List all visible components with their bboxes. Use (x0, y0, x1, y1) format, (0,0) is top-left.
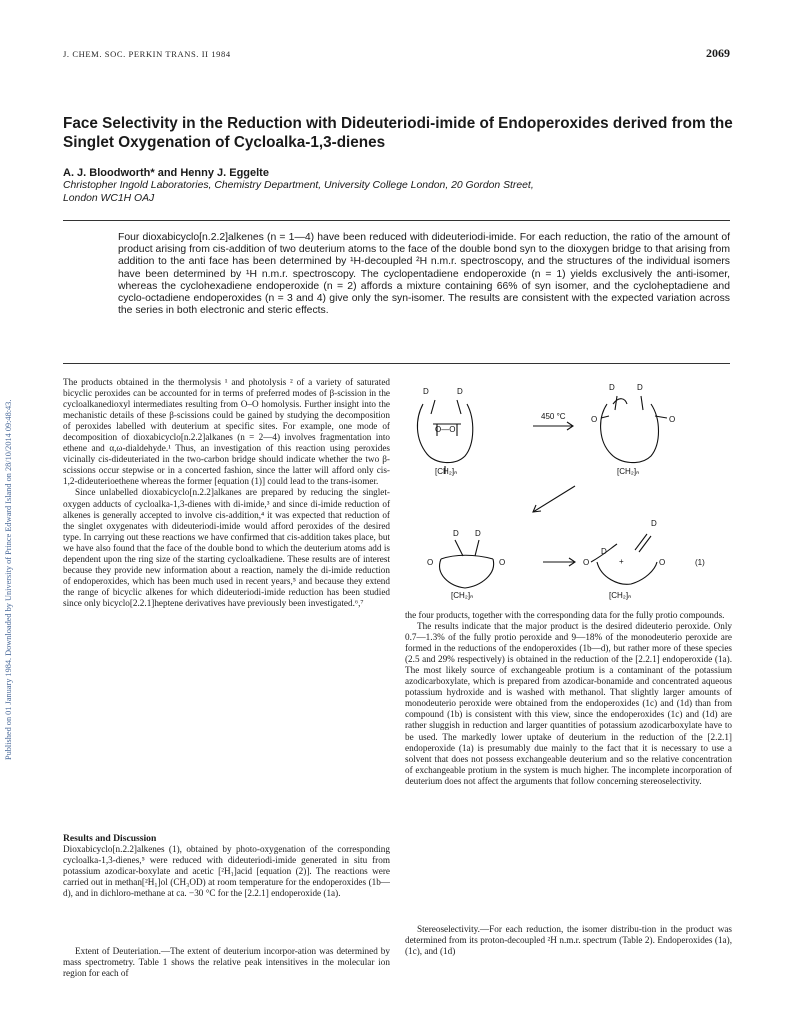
affiliation (63, 180, 703, 205)
product-d-top: D (651, 519, 657, 528)
ring2-outline (601, 404, 659, 463)
ring1-d-bonds (431, 400, 461, 414)
right-column-results (405, 610, 732, 787)
ring2-d-left: D (609, 383, 615, 392)
ring3-o-right: O (499, 558, 506, 567)
results-paragraph: Dioxabicyclo[n.2.2]alkenes (1), obtained by photo-oxygenation of the corresponding cycloalka-1,3-dienes,⁵ were reduced with dideuteriodi-imide generated in situ from potassium azodicar-boxylate and acetic [²H₁]acid [equation (2)]. The reactions were carried out in methan[²H₁]ol (CH₃OD) at room temperature for the endoperoxides (1b—d), and in dichloro-methane at ca. −30 °C for the [2.2.1] endoperoxide (1a). (63, 844, 390, 899)
intro-paragraph-2: Since unlabelled dioxabicyclo[n.2.2]alkanes are prepared by reducing the singlet-oxygen adducts of cycloalka-1,3-dienes with di-imide,³ and since di-imide reduction of alkenes is generally accepted to involve cis-addition,⁴ it was expected that reduction of the singlet oxygenates with dideuteriodi-imide would afford peroxides of the desired type. In carrying out these reactions we have confirmed that cis-addition takes place, but we have also found that the face of the double bond to which the deuterium atoms add is dependent upon the ring size of the starting cycloalkadiene. These results are of interest because they provide new information about a reaction, namely the di-imide reduction of endoperoxides, which has been much used in recent years,⁵ and because they extend the range of bicyclic alkenes for which dideuteriodi-imide reduction has been studied since only bicyclo[2.2.1]heptene derivatives have previously been investigated.⁶,⁷ (63, 487, 390, 608)
divider-bottom (63, 363, 730, 364)
ring3-bottom (440, 559, 494, 588)
ring2-ch2n-label: [CH₂]ₙ (617, 467, 640, 476)
download-notice: Published on 01 January 1984. Downloaded by University of Prince Edward Island on 28/10/2014 09:48:43. (4, 399, 13, 760)
plus-sign: + (619, 557, 624, 566)
dialdehyde-chain (597, 562, 657, 584)
article-title: Face Selectivity in the Reduction with Dideuteriodi-imide of Endoperoxides derived from the Singlet Oxygenation of Cycloalka-1,3-dienes (63, 115, 733, 151)
equation-1-scheme (405, 374, 735, 614)
product-ch2n-label: [CH₂]ₙ (609, 591, 632, 600)
left-column-extent (63, 946, 390, 979)
ring1-ch2n-label: [CH₂]ₙ (435, 467, 458, 476)
ring3-top (441, 555, 493, 559)
ring3-o-left: O (427, 558, 434, 567)
product-d-left: D (601, 547, 607, 556)
ring3-d-left: D (453, 529, 459, 538)
right-paragraph-1: the four products, together with the corresponding data for the fully protio compounds. (405, 610, 725, 620)
left-column-intro (63, 377, 390, 609)
ring3-d-right: D (475, 529, 481, 538)
ring1-d-left: D (423, 387, 429, 396)
ring2-scission-curve (613, 399, 627, 404)
divider-top (63, 220, 730, 221)
authors: A. J. Bloodworth* and Henny J. Eggelte (63, 167, 269, 179)
left-column-results (63, 833, 390, 899)
right-paragraph-2: The results indicate that the major product is the desired dideuterio peroxide. Only 0.7—1.3% of the fully protio peroxide and 9—18% of the monodeuterio peroxide are formed in the reductions of the endoperoxides (1b—d), but rather more of these species (2.5 and 29% respectively) is obtained in the reduction of the [2.2.1] endoperoxide (1a). The most likely source of exchangeable protium is a contaminant of the potassium azodicarboxylate, which is prepared from azodicar-bonamide and concentrated aqueous potassium hydroxide and is washed with methanol. That slightly larger amounts of monodeuterio peroxide were obtained from the endoperoxides (1c) and (1d) than from compound (1b) is consistent with this view, since the endoperoxides (1c) and (1d) are rather sluggish in reduction and larger quantities of potassium azodicarboxylate have to be used. The markedly lower uptake of deuterium in the reduction of the [2.2.1] endoperoxide (1a) is presumably due mainly to the fact that it is necessary to use a solvent that does not possess exchangeable deuterium and so the relative concentration of exchangeable protium in the system is much higher. The incomplete incorporation of deuterium does not affect the arguments that follow concerning stereoselectivity. (405, 621, 732, 786)
extent-paragraph: Extent of Deuteriation.—The extent of deuterium incorpor-ation was determined by mass spectrometry. Table 1 shows the relative peak intensitives in the molecular ion region for each of (63, 946, 390, 979)
journal-header: J. CHEM. SOC. PERKIN TRANS. II 1984 (63, 49, 231, 59)
product-o-right: O (659, 558, 666, 567)
results-heading: Results and Discussion (63, 833, 157, 844)
product-o-left: O (583, 558, 590, 567)
right-column-stereo (405, 924, 732, 957)
ring1-oo-label: O—O (435, 425, 456, 434)
ring2-d-bonds (615, 396, 643, 410)
ring1-d-right: D (457, 387, 463, 396)
ring2-o-left: O (591, 415, 598, 424)
abstract: Four dioxabicyclo[n.2.2]alkenes (n = 1—4) have been reduced with dideuteriodi-imide. For each reduction, the ratio of the amount of product arising from cis-addition of two deuterium atoms to the face of the double bond syn to the dioxygen bridge to that arising from addition to the anti face has been determined by ¹H-decoupled ²H n.m.r. spectroscopy, and the structures of the individual isomers have been determined by ¹H n.m.r. spectroscopy. The cyclopentadiene endoperoxide (n = 1) yields exclusively the anti-isomer, whereas the cyclohexadiene endoperoxide (n = 2) affords a mixture containing 66% of syn isomer, and the cycloheptadiene and cyclo-octadiene endoperoxides (n = 3 and 4) give only the syn-isomer. The results are consistent with the expected variation across the series in both electronic and steric effects. (118, 232, 730, 317)
reaction-scheme (405, 374, 735, 614)
intro-paragraph-1: The products obtained in the thermolysis ¹ and photolysis ² of a variety of saturated bicyclic peroxides can be accounted for in terms of preferred modes of β-scission in the cycloalkanedioxyl intermediates resulting from O–O homolysis. Further insight into the mechanistic details of these β-scissions could be gained by studying the decomposition of peroxides labelled with deuterium at specific sites. For example, one mode of decomposition of dioxabicyclo[n.2.2]alkanes (n = 2—4) involves fragmentation into ethene and α,ω-dialdehyde.¹ Thus, an investigation of this reaction using peroxides vicinally cis-dideuteriated in the two-carbon bridge should indicate whether the two β-scissions occur stepwise or in a concerted fashion, since the latter will afford only cis-1,2-dideuterioethene whereas the former [equation (1)] could lead to the trans-isomer. (63, 377, 390, 487)
arrow-2 (533, 486, 575, 512)
ring2-d-right: D (637, 383, 643, 392)
affiliation-line-1: Christopher Ingold Laboratories, Chemistry Department, University College London, 20 Gordon Street, (63, 180, 534, 191)
ring3-d-bonds (455, 540, 479, 556)
temperature-label: 450 °C (541, 412, 566, 421)
ring3-ch2n-label: [CH₂]ₙ (451, 591, 474, 600)
page-number: 2069 (706, 46, 730, 60)
equation-number: (1) (695, 558, 705, 567)
affiliation-line-2: London WC1H OAJ (63, 192, 155, 204)
ring2-o-right: O (669, 415, 676, 424)
stereoselectivity-paragraph: Stereoselectivity.—For each reduction, the isomer distribu-tion in the product was determined from its proton-decoupled ²H n.m.r. spectrum (Table 2). Endoperoxides (1a), (1c), and (1d) (405, 924, 732, 957)
